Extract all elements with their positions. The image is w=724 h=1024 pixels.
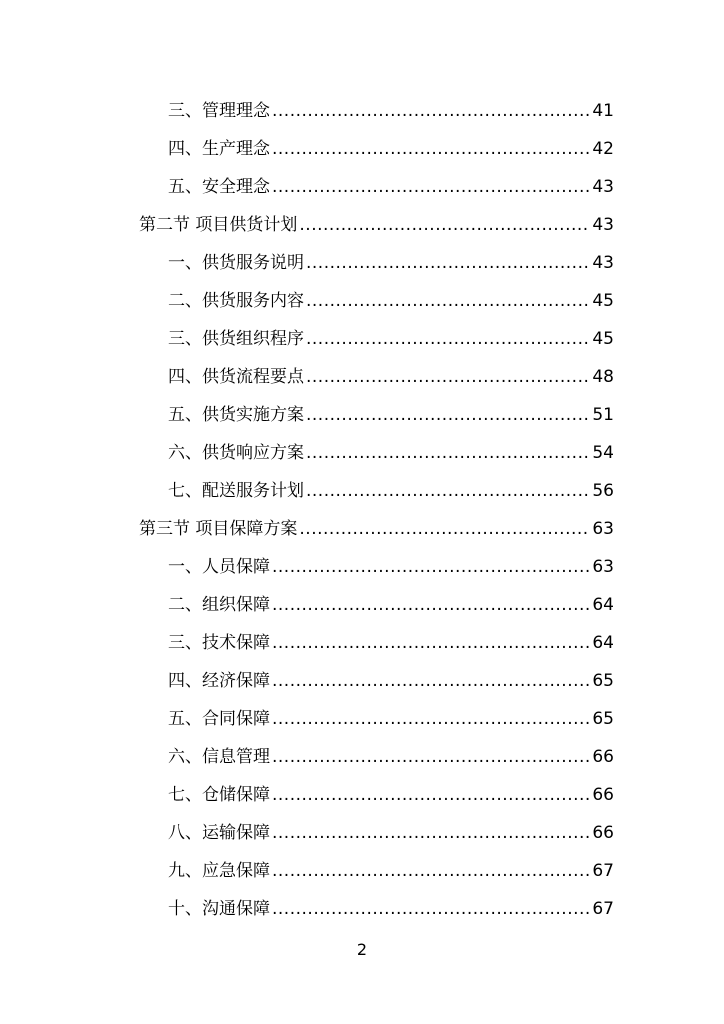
toc-entry-page-number: 63 [592, 519, 614, 539]
toc-entry-label: 七、配送服务计划 [168, 481, 304, 501]
toc-dot-leader [306, 472, 590, 510]
toc-dot-leader [272, 814, 590, 852]
toc-subsection-entry[interactable] [139, 814, 614, 852]
toc-entry-page-number: 65 [592, 709, 614, 729]
toc-entry-label: 四、经济保障 [168, 671, 270, 691]
toc-dot-leader [272, 624, 590, 662]
toc-entry-page-number: 64 [592, 633, 614, 653]
toc-dot-leader [306, 358, 590, 396]
toc-subsection-entry[interactable] [139, 776, 614, 814]
toc-subsection-entry[interactable] [139, 320, 614, 358]
toc-entry-label: 第三节 项目保障方案 [139, 519, 298, 539]
toc-dot-leader [306, 434, 590, 472]
toc-entry-label: 九、应急保障 [168, 861, 270, 881]
toc-entry-page-number: 66 [592, 823, 614, 843]
toc-dot-leader [306, 320, 590, 358]
toc-entry-label: 四、生产理念 [168, 139, 270, 159]
toc-dot-leader [272, 92, 590, 130]
toc-entry-label: 一、人员保障 [168, 557, 270, 577]
toc-subsection-entry[interactable] [139, 700, 614, 738]
toc-section-entry[interactable] [139, 206, 614, 244]
toc-subsection-entry[interactable] [139, 396, 614, 434]
toc-dot-leader [272, 586, 590, 624]
toc-subsection-entry[interactable] [139, 130, 614, 168]
toc-subsection-entry[interactable] [139, 852, 614, 890]
toc-entry-label: 五、合同保障 [168, 709, 270, 729]
toc-dot-leader [272, 738, 590, 776]
toc-entry-page-number: 64 [592, 595, 614, 615]
toc-entry-page-number: 65 [592, 671, 614, 691]
toc-entry-label: 八、运输保障 [168, 823, 270, 843]
toc-dot-leader [272, 168, 590, 206]
toc-dot-leader [299, 510, 590, 548]
toc-entry-page-number: 43 [592, 253, 614, 273]
toc-dot-leader [272, 130, 590, 168]
toc-entry-page-number: 43 [592, 177, 614, 197]
toc-entry-page-number: 45 [592, 291, 614, 311]
toc-entry-page-number: 54 [592, 443, 614, 463]
toc-entry-page-number: 66 [592, 785, 614, 805]
toc-entry-page-number: 42 [592, 139, 614, 159]
toc-subsection-entry[interactable] [139, 586, 614, 624]
toc-dot-leader [306, 244, 590, 282]
toc-subsection-entry[interactable] [139, 738, 614, 776]
toc-entry-page-number: 48 [592, 367, 614, 387]
toc-entry-page-number: 56 [592, 481, 614, 501]
toc-subsection-entry[interactable] [139, 662, 614, 700]
toc-entry-label: 三、技术保障 [168, 633, 270, 653]
toc-entry-label: 一、供货服务说明 [168, 253, 304, 273]
toc-entry-label: 第二节 项目供货计划 [139, 215, 298, 235]
toc-subsection-entry[interactable] [139, 282, 614, 320]
toc-entry-label: 二、供货服务内容 [168, 291, 304, 311]
toc-subsection-entry[interactable] [139, 434, 614, 472]
toc-dot-leader [306, 396, 590, 434]
toc-dot-leader [272, 662, 590, 700]
toc-entry-page-number: 43 [592, 215, 614, 235]
toc-entry-label: 二、组织保障 [168, 595, 270, 615]
toc-section-entry[interactable] [139, 510, 614, 548]
toc-subsection-entry[interactable] [139, 472, 614, 510]
toc-entry-label: 七、仓储保障 [168, 785, 270, 805]
toc-subsection-entry[interactable] [139, 92, 614, 130]
toc-entry-label: 五、安全理念 [168, 177, 270, 197]
toc-dot-leader [299, 206, 590, 244]
toc-subsection-entry[interactable] [139, 624, 614, 662]
toc-entry-page-number: 67 [592, 861, 614, 881]
toc-subsection-entry[interactable] [139, 890, 614, 928]
toc-entry-label: 十、沟通保障 [168, 899, 270, 919]
toc-dot-leader [272, 890, 590, 928]
toc-entry-label: 六、供货响应方案 [168, 443, 304, 463]
page-number: 2 [356, 940, 368, 959]
toc-subsection-entry[interactable] [139, 548, 614, 586]
toc-entry-label: 六、信息管理 [168, 747, 270, 767]
toc-entry-label: 四、供货流程要点 [168, 367, 304, 387]
toc-dot-leader [272, 852, 590, 890]
toc-subsection-entry[interactable] [139, 358, 614, 396]
toc-subsection-entry[interactable] [139, 168, 614, 206]
toc-entry-page-number: 51 [592, 405, 614, 425]
toc-entry-page-number: 66 [592, 747, 614, 767]
toc-entry-label: 五、供货实施方案 [168, 405, 304, 425]
toc-entry-label: 三、管理理念 [168, 101, 270, 121]
toc-dot-leader [272, 776, 590, 814]
toc-entry-page-number: 45 [592, 329, 614, 349]
toc-entry-label: 三、供货组织程序 [168, 329, 304, 349]
toc-dot-leader [272, 700, 590, 738]
toc-entry-page-number: 67 [592, 899, 614, 919]
toc-dot-leader [272, 548, 590, 586]
toc-subsection-entry[interactable] [139, 244, 614, 282]
toc-dot-leader [306, 282, 590, 320]
toc-entry-page-number: 63 [592, 557, 614, 577]
toc-entry-page-number: 41 [592, 101, 614, 121]
table-of-contents [139, 92, 614, 928]
